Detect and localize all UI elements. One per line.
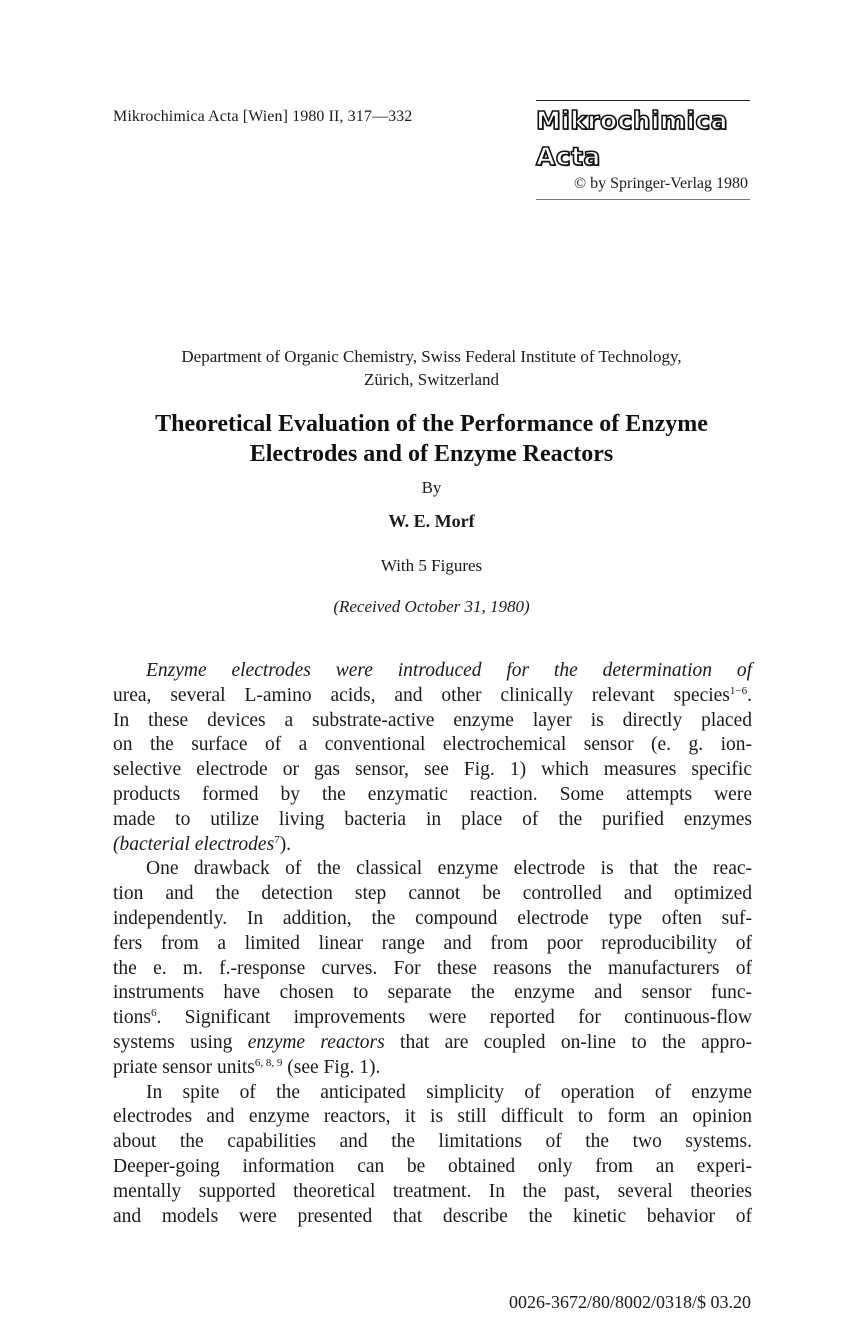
logo-top-rule [536, 100, 750, 101]
logo-bottom-rule [536, 199, 750, 200]
body-line: (bacterial electrodes$^7$). [113, 833, 292, 855]
title-line-1: Theoretical Evaluation of the Performance of Enzyme [155, 411, 708, 437]
body-line: products formed by the enzymatic reaction. Some attempts were [113, 783, 752, 805]
body-line: instruments have chosen to separate the enzyme and sensor func- [113, 982, 752, 1004]
affiliation-line-1: Department of Organic Chemistry, Swiss Federal Institute of Technology, [181, 347, 682, 366]
body-line: tions$^6$. Significant improvements were reported for continuous-flow [113, 1007, 752, 1029]
body-line: the e. m. f.-response curves. For these reasons the manufacturers of [113, 957, 752, 979]
body-line: systems using enzyme reactors that are coupled on-line to the appro- [113, 1031, 752, 1053]
copyright-notice: © by Springer-Verlag 1980 [573, 175, 748, 192]
body-line: and models were presented that describe the kinetic behavior of [113, 1205, 752, 1227]
figure-count: With 5 Figures [380, 556, 483, 575]
paper-title [0, 409, 863, 469]
body-line: fers from a limited linear range and from poor reproducibility of [113, 932, 752, 954]
body-line: electrodes and enzyme reactors, it is still difficult to form an opinion [113, 1106, 752, 1128]
body-line: selective electrode or gas sensor, see Fig. 1) which measures specific [113, 759, 752, 781]
body-line: One drawback of the classical enzyme electrode is that the reac- [146, 858, 752, 880]
by-label: By [421, 478, 442, 497]
body-text [113, 659, 752, 1229]
body-line: In spite of the anticipated simplicity of operation of enzyme [146, 1081, 752, 1103]
journal-reference: Mikrochimica Acta [Wien] 1980 II, 317—332 [113, 108, 413, 125]
body-line: on the surface of a conventional electrochemical sensor (e. g. ion- [113, 734, 752, 756]
body-line: independently. In addition, the compound electrode type often suf- [113, 907, 752, 929]
affiliation-line-2: Zürich, Switzerland [363, 370, 499, 389]
affiliation [0, 345, 863, 391]
title-line-2: Electrodes and of Enzyme Reactors [249, 441, 614, 467]
body-line: In these devices a substrate-active enzyme layer is directly placed [113, 709, 752, 731]
body-line: urea, several L-amino acids, and other clinically relevant species$^{1-6}$. [113, 684, 752, 706]
body-line: Deeper-going information can be obtained only from an experi- [113, 1155, 752, 1177]
journal-logo: Mikrochimica Acta [536, 106, 728, 171]
author-name: W. E. Morf [388, 511, 475, 531]
body-line: mentally supported theoretical treatment. In the past, several theories [113, 1180, 752, 1202]
article-code: 0026-3672/80/8002/0318/$ 03.20 [509, 1292, 751, 1312]
body-line: about the capabilities and the limitations of the two systems. [113, 1131, 752, 1153]
body-line: tion and the detection step cannot be controlled and optimized [113, 883, 752, 905]
body-line: made to utilize living bacteria in place of the purified enzymes [113, 808, 752, 830]
journal-logo-block [536, 100, 750, 200]
body-line: Enzyme electrodes were introduced for the determination of [146, 660, 752, 681]
received-date: (Received October 31, 1980) [333, 597, 530, 616]
body-line: priate sensor units$^{6, 8, 9}$ (see Fig. 1). [113, 1056, 381, 1078]
